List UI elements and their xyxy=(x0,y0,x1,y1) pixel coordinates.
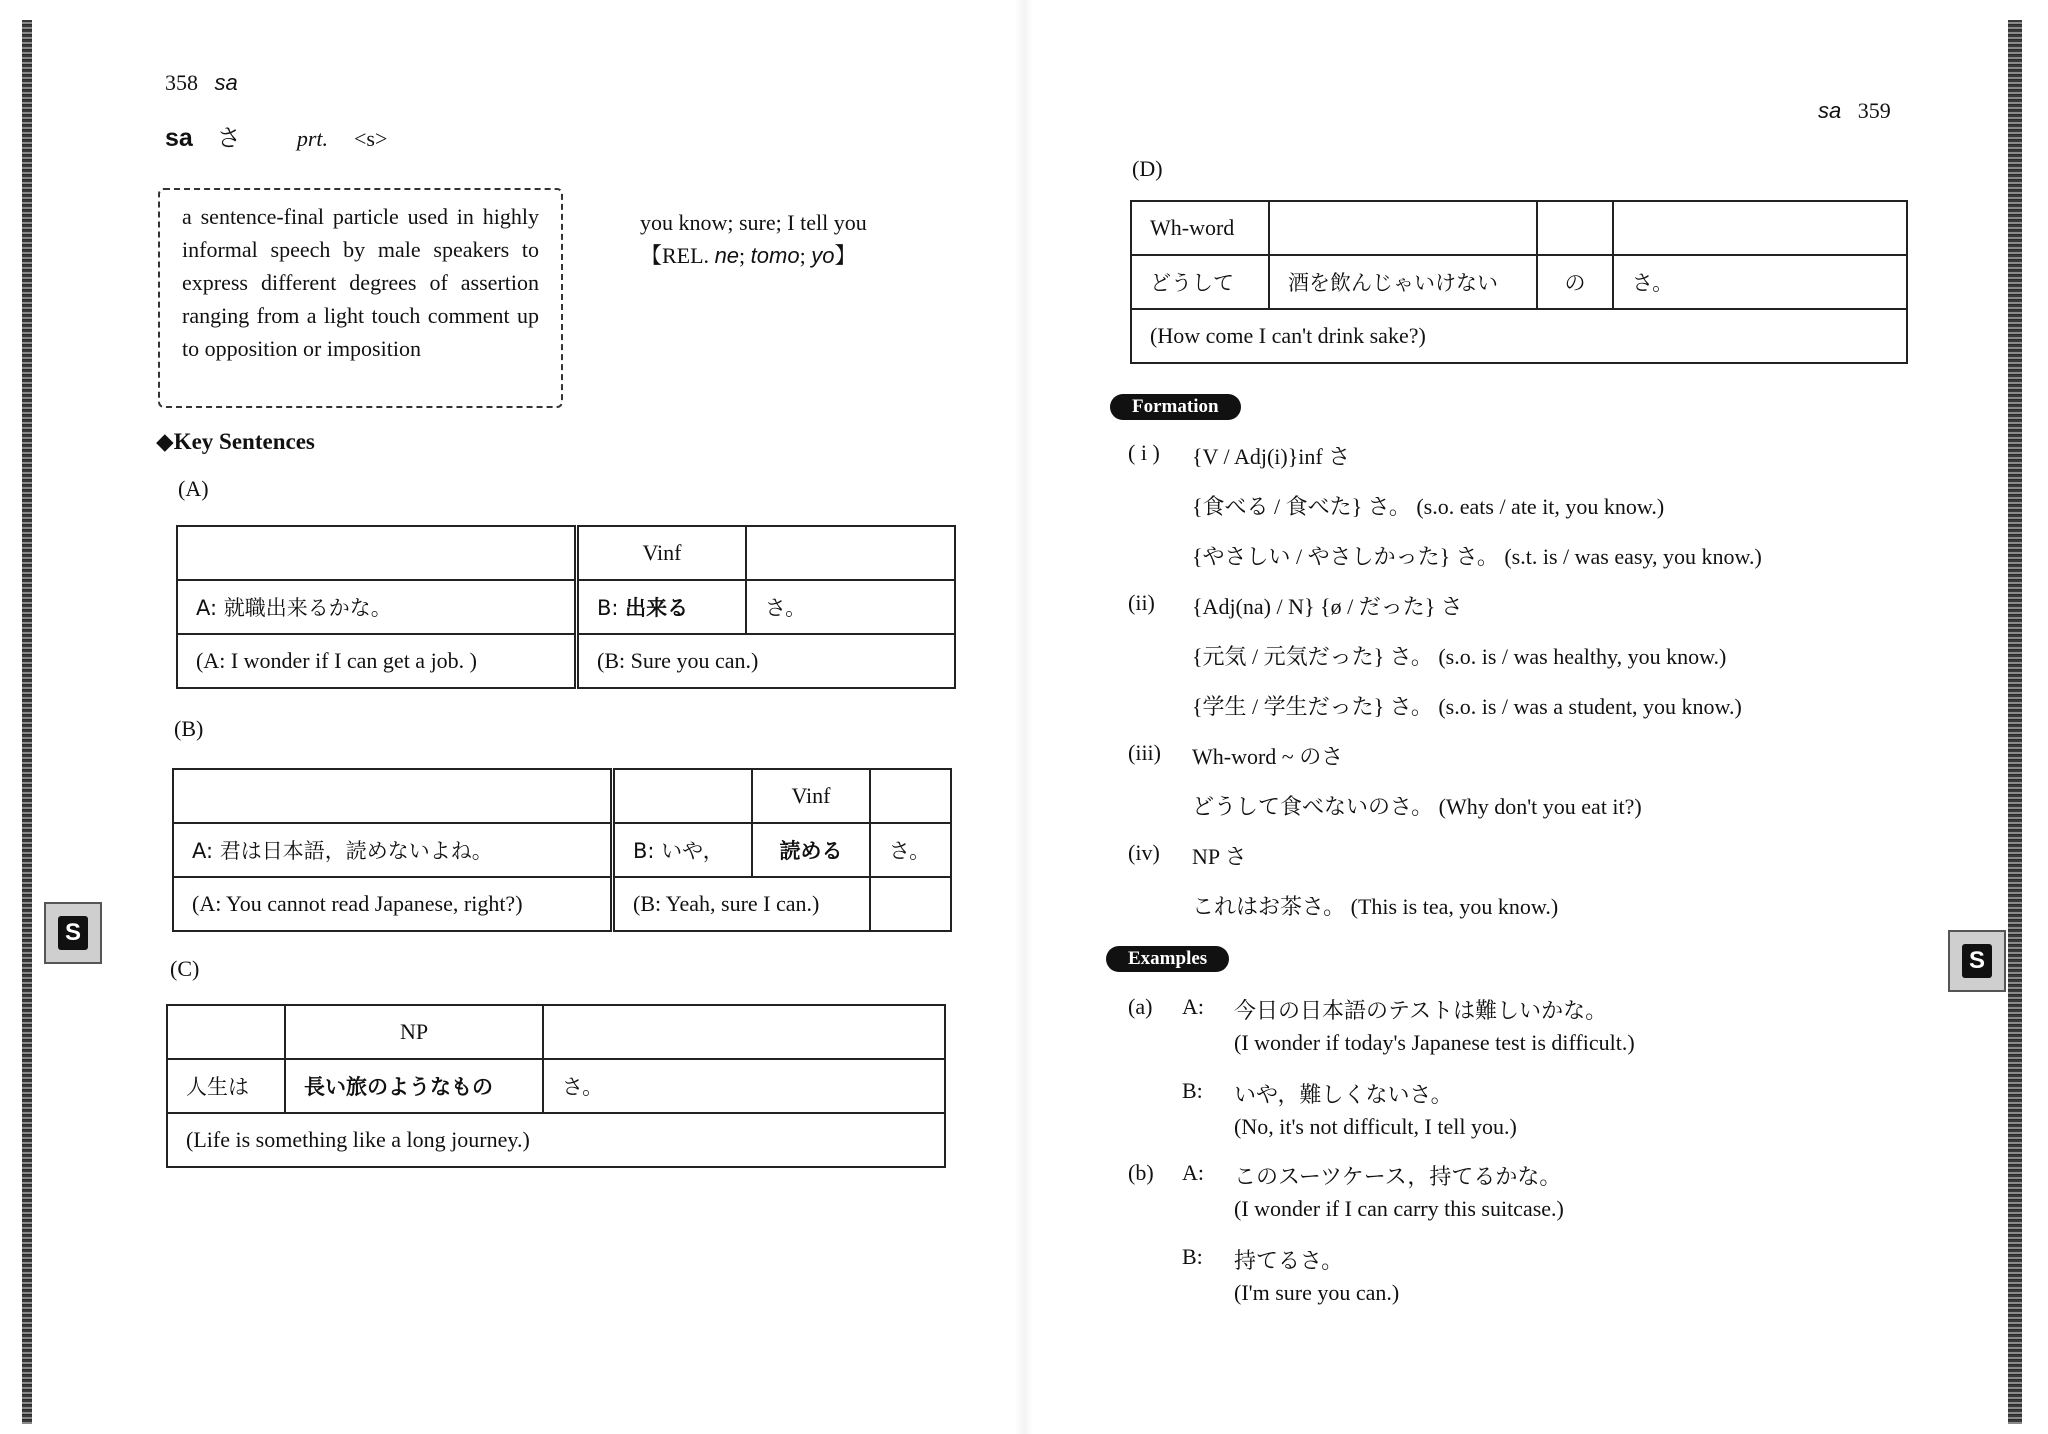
label-a: (A) xyxy=(178,476,209,501)
left-running-head xyxy=(165,70,238,96)
example-speaker: A: xyxy=(1182,994,1204,1019)
cell xyxy=(1269,201,1537,255)
formation-number: (iii) xyxy=(1128,740,1161,765)
cell xyxy=(173,769,613,823)
formation-rule: {やさしい / やさしかった} さ。 (s.t. is / was easy, you know.) xyxy=(1192,544,1762,569)
particle: さ。 xyxy=(543,1059,945,1113)
sentence-b: B: 出来る xyxy=(577,580,747,634)
right-page-edge xyxy=(2008,20,2022,1424)
translation-a: (A: I wonder if I can get a job. ) xyxy=(177,634,577,688)
example-speaker: B: xyxy=(1182,1244,1203,1269)
sentence-a: A: 就職出来るかな。 xyxy=(177,580,577,634)
key-sentences-heading: ◆Key Sentences xyxy=(156,429,315,454)
example-number: (b) xyxy=(1128,1160,1154,1185)
part-of-speech: prt. xyxy=(296,126,328,151)
formation-number: (ii) xyxy=(1128,590,1155,615)
formation-rule: {食べる / 食べた} さ。 (s.o. eats / ate it, you know.) xyxy=(1192,494,1665,519)
translation-a: (A: You cannot read Japanese, right?) xyxy=(173,877,613,931)
particle: さ。 xyxy=(1613,255,1907,309)
formation-rule: これはお茶さ。 (This is tea, you know.) xyxy=(1192,894,1559,919)
cell-header: Wh-word xyxy=(1131,201,1269,255)
headword: sa xyxy=(165,124,193,152)
example-japanese: 持てるさ。 xyxy=(1234,1249,1344,1274)
cell xyxy=(177,526,577,580)
page-number: 359 xyxy=(1857,98,1891,123)
example-english: (I'm sure you can.) xyxy=(1234,1280,1400,1305)
cell xyxy=(870,769,951,823)
formation-rule: {学生 / 学生だった} さ。 (s.o. is / was a student, you know.) xyxy=(1192,694,1742,719)
examples-label: Examples xyxy=(1106,946,1229,972)
example-number: (a) xyxy=(1128,994,1153,1019)
section-letter: S xyxy=(1962,944,1992,978)
cell xyxy=(746,526,955,580)
example-english: (I wonder if today's Japanese test is difficult.) xyxy=(1234,1030,1635,1055)
translation-b: (B: Yeah, sure I can.) xyxy=(613,877,871,931)
example-english: (No, it's not difficult, I tell you.) xyxy=(1234,1114,1517,1139)
page-number: 358 xyxy=(165,70,198,95)
cell xyxy=(1537,201,1613,255)
formation-number: (iv) xyxy=(1128,840,1160,865)
section-tab-left xyxy=(44,902,102,964)
running-head-word: sa xyxy=(1818,98,1842,123)
translation: (Life is something like a long journey.) xyxy=(167,1113,945,1167)
definition-box xyxy=(158,188,563,408)
cell-header: Vinf xyxy=(577,526,747,580)
gloss-line: you know; sure; I tell you xyxy=(640,210,867,235)
related-words: 【REL. ne; tomo; yo】 xyxy=(640,243,857,268)
example-japanese: 今日の日本語のテストは難しいかな。 xyxy=(1234,999,1608,1024)
formation-number: ( i ) xyxy=(1128,440,1160,465)
key-sentence-table-b xyxy=(172,768,952,932)
example-japanese: いや，難しくないさ。 xyxy=(1234,1083,1453,1108)
label-d: (D) xyxy=(1132,156,1163,181)
formation-rule: Wh-word ~ のさ xyxy=(1192,744,1344,769)
right-running-head xyxy=(1818,98,1891,124)
wh-word: どうして xyxy=(1131,255,1269,309)
left-page-edge xyxy=(22,20,32,1424)
section-letter: S xyxy=(58,916,88,950)
label-b: (B) xyxy=(174,716,204,741)
cell xyxy=(613,769,753,823)
cell xyxy=(1613,201,1907,255)
no-particle: の xyxy=(1537,255,1613,309)
cell-header: NP xyxy=(285,1005,543,1059)
entry-headline xyxy=(165,118,387,153)
translation: (How come I can't drink sake?) xyxy=(1131,309,1907,363)
sentence-b-verb: 読める xyxy=(752,823,870,877)
particle: さ。 xyxy=(870,823,951,877)
sentence-a: A: 君は日本語，読めないよね。 xyxy=(173,823,613,877)
label-c: (C) xyxy=(170,956,200,981)
gloss xyxy=(640,206,940,272)
clause: 酒を飲んじゃいけない xyxy=(1269,255,1537,309)
cell xyxy=(167,1005,285,1059)
book-gutter xyxy=(1015,0,1033,1434)
definition-text: a sentence-final particle used in highly informal speech by male speakers to express different degrees of assertion ranging from a light touch comment up to opposition or imposition xyxy=(182,204,539,361)
example-speaker: A: xyxy=(1182,1160,1204,1185)
formation-rule: {Adj(na) / N} {ø / だった} さ xyxy=(1192,594,1463,619)
formation-rule: {V / Adj(i)}inf さ xyxy=(1192,444,1351,469)
particle: さ。 xyxy=(746,580,955,634)
formation-rule: どうして食べないのさ。 (Why don't you eat it?) xyxy=(1192,794,1642,819)
running-head-word: sa xyxy=(214,70,238,95)
subject: 人生は xyxy=(167,1059,285,1113)
sentence-b-prefix: B: いや， xyxy=(613,823,753,877)
section-tab-right xyxy=(1948,930,2006,992)
formation-label: Formation xyxy=(1110,394,1241,420)
key-sentence-table-a xyxy=(176,525,956,689)
formation-rule: {元気 / 元気だった} さ。 (s.o. is / was healthy, you know.) xyxy=(1192,644,1727,669)
example-english: (I wonder if I can carry this suitcase.) xyxy=(1234,1196,1564,1221)
example-japanese: このスーツケース，持てるかな。 xyxy=(1234,1165,1562,1190)
formation-rule: NP さ xyxy=(1192,844,1247,869)
key-sentence-table-d xyxy=(1130,200,1908,364)
translation-b: (B: Sure you can.) xyxy=(577,634,956,688)
key-sentence-table-c xyxy=(166,1004,946,1168)
cell xyxy=(543,1005,945,1059)
cell-header: Vinf xyxy=(752,769,870,823)
example-speaker: B: xyxy=(1182,1078,1203,1103)
noun-phrase: 長い旅のようなもの xyxy=(285,1059,543,1113)
cell xyxy=(870,877,951,931)
level-marker: <s> xyxy=(354,126,388,151)
headword-kana: さ xyxy=(216,124,241,152)
